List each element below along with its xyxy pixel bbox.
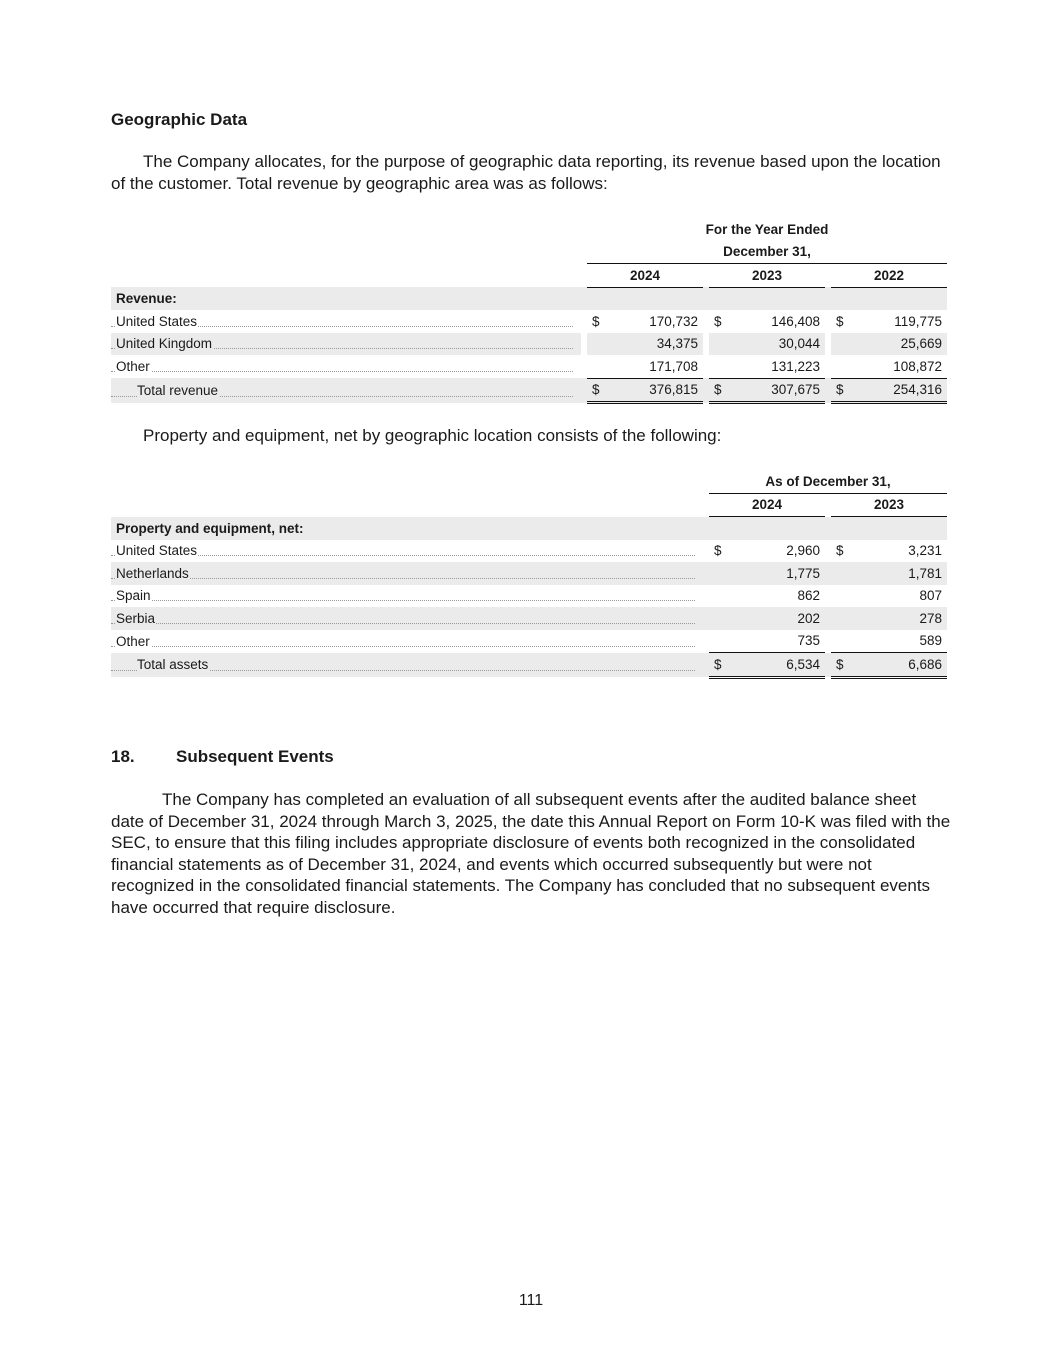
value-cell: 119,775	[894, 313, 942, 329]
subsequent-events-heading: Subsequent Events	[176, 747, 334, 766]
row-label: Netherlands	[116, 565, 189, 581]
currency-symbol: $	[709, 378, 726, 403]
value-cell: 170,732	[649, 313, 698, 329]
value-cell: 254,316	[848, 378, 947, 403]
currency-symbol: $	[714, 313, 722, 329]
value-cell: 146,408	[771, 313, 820, 329]
currency-symbol: $	[592, 313, 600, 329]
value-cell: 735	[797, 633, 820, 649]
value-cell: 6,686	[848, 653, 947, 678]
revenue-year-2023: 2023	[709, 264, 825, 288]
revenue-year-2024: 2024	[587, 264, 703, 288]
value-cell: 278	[848, 607, 947, 630]
row-label: Total revenue	[137, 382, 219, 398]
revenue-by-geography-table	[111, 218, 947, 404]
subsequent-events-paragraph: The Company has completed an evaluation of all subsequent events after the audited balance sheet date of December 31, 2024 through March 3, 2025, the date this Annual Report on Form 10-K was filed with the SEC, to ensure that this filing includes appropriate disclosure of events both recognized in the consolidated financial statements as of December 31, 2024, and events which occurred subsequently but were not recognized in the consolidated financial statements. The Company has concluded that no subsequent events have occurred that require disclosure.	[111, 790, 951, 917]
revenue-header-line1: For the Year Ended	[705, 221, 829, 237]
total-row	[111, 378, 947, 403]
value-cell: 2,960	[786, 543, 820, 559]
row-label: Other	[116, 359, 150, 374]
value-cell: 6,534	[726, 653, 825, 678]
currency-symbol: $	[587, 378, 604, 403]
value-cell: 131,223	[771, 358, 820, 374]
row-label: United States	[116, 543, 198, 559]
value-cell: 376,815	[604, 378, 703, 403]
value-cell: 25,669	[848, 333, 947, 356]
geographic-intro-paragraph: The Company allocates, for the purpose of geographic data reporting, its revenue based upon the location of the customer. Total revenue by geographic area was as follows:	[111, 152, 941, 193]
property-year-2024: 2024	[709, 493, 825, 517]
table-row	[111, 607, 947, 630]
value-cell: 1,781	[848, 562, 947, 585]
row-label: United Kingdom	[116, 336, 213, 352]
value-cell: 1,775	[726, 562, 825, 585]
row-label: Spain	[116, 588, 151, 604]
table-row	[111, 333, 947, 356]
value-cell: 307,675	[726, 378, 825, 403]
table-row	[111, 585, 947, 608]
table-row	[111, 310, 947, 333]
currency-symbol: $	[836, 313, 844, 329]
row-label: Serbia	[116, 610, 156, 626]
table-row	[111, 355, 947, 378]
value-cell: 171,708	[649, 358, 698, 374]
currency-symbol: $	[831, 653, 848, 678]
property-by-geography-table	[111, 470, 947, 679]
revenue-header-line2: December 31,	[587, 241, 947, 264]
property-section-label: Property and equipment, net:	[111, 517, 947, 540]
value-cell: 862	[797, 588, 820, 604]
row-label: Other	[116, 633, 150, 649]
property-header: As of December 31,	[709, 470, 947, 493]
currency-symbol: $	[714, 543, 722, 559]
table-row	[111, 562, 947, 585]
currency-symbol: $	[831, 378, 848, 403]
geographic-data-heading: Geographic Data	[111, 110, 248, 129]
currency-symbol: $	[709, 653, 726, 678]
value-cell: 30,044	[726, 333, 825, 356]
page-number: 111	[518, 1292, 544, 1309]
property-intro-paragraph: Property and equipment, net by geographic location consists of the following:	[143, 426, 722, 445]
value-cell: 3,231	[908, 543, 942, 559]
revenue-section-label: Revenue:	[111, 287, 947, 310]
row-label: Total assets	[137, 657, 209, 673]
subsequent-events-number: 18.	[111, 747, 135, 766]
row-label: United States	[116, 313, 198, 329]
value-cell: 108,872	[893, 358, 942, 374]
value-cell: 34,375	[604, 333, 703, 356]
property-year-2023: 2023	[831, 493, 947, 517]
total-row	[111, 653, 947, 678]
table-row	[111, 540, 947, 563]
revenue-year-2022: 2022	[831, 264, 947, 288]
value-cell: 807	[919, 588, 942, 604]
currency-symbol: $	[836, 543, 844, 559]
value-cell: 589	[919, 633, 942, 649]
table-row	[111, 630, 947, 653]
value-cell: 202	[726, 607, 825, 630]
